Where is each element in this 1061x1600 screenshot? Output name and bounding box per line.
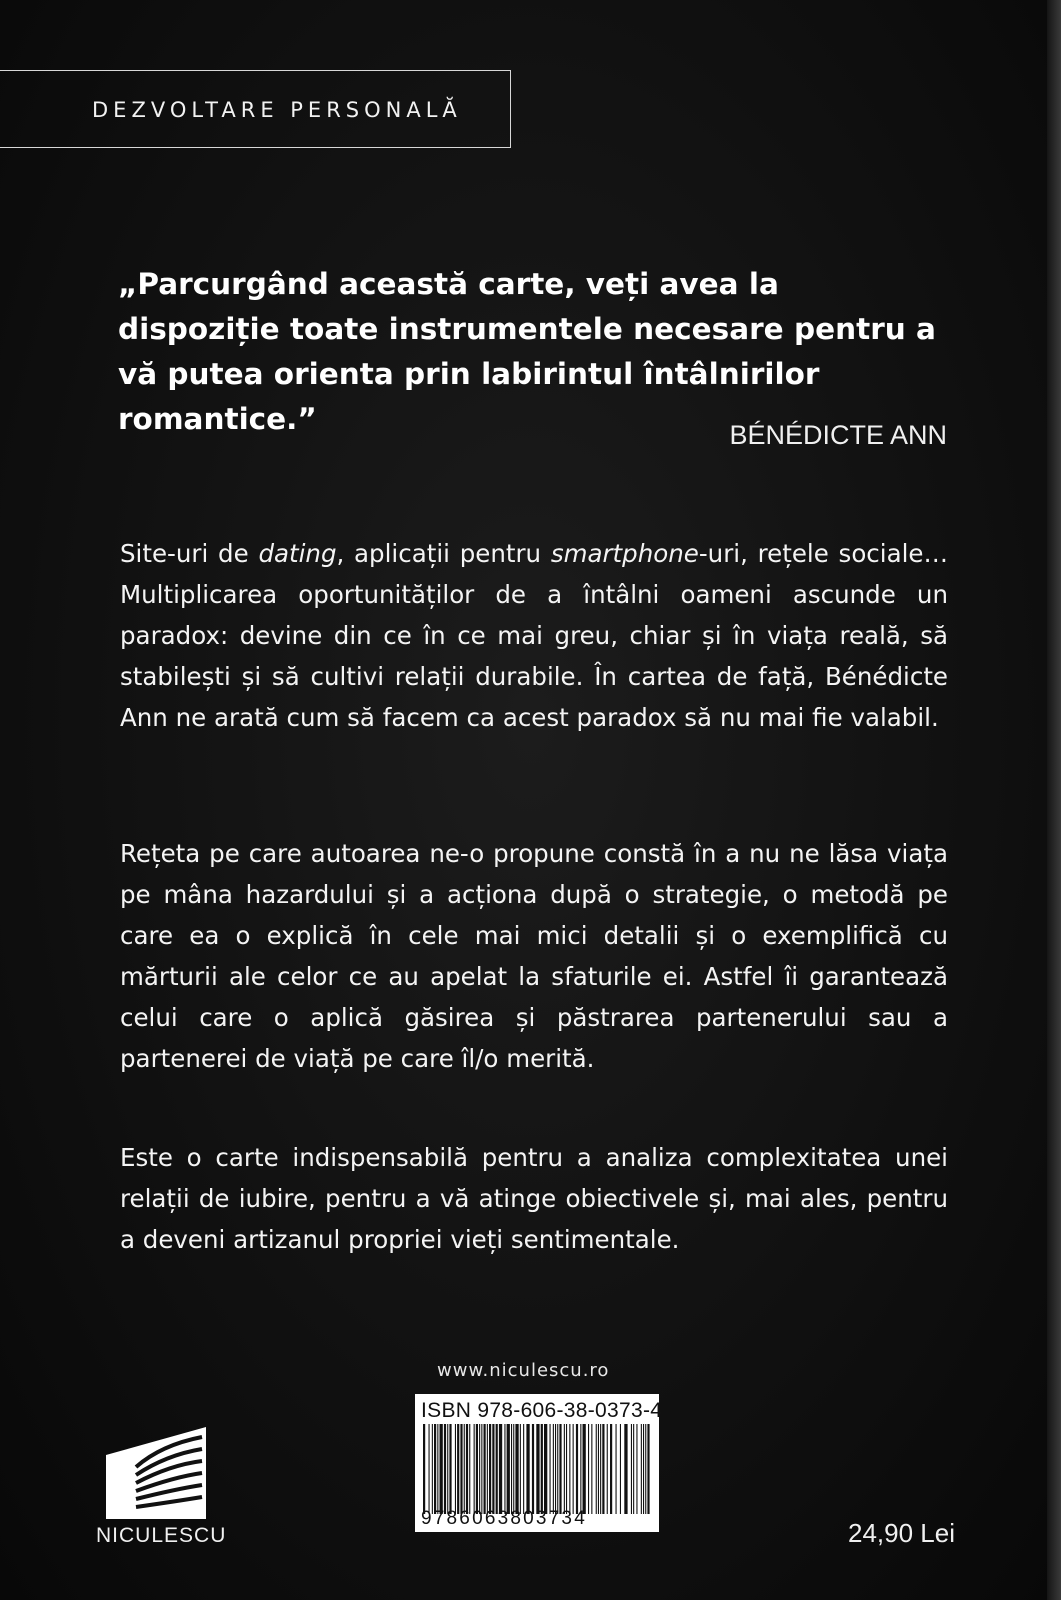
barcode-bar: [641, 1424, 642, 1514]
barcode-bar: [449, 1424, 451, 1514]
barcode-bar: [532, 1424, 534, 1514]
barcode-bar: [466, 1424, 468, 1514]
barcode-label: [415, 1394, 663, 1532]
barcode-bar: [559, 1424, 561, 1514]
barcode-bar: [541, 1424, 543, 1514]
barcode-bar: [476, 1424, 478, 1514]
barcode-bar: [504, 1424, 505, 1514]
barcode-bar: [616, 1424, 617, 1514]
barcode-bar: [523, 1424, 524, 1514]
barcode-bar: [455, 1424, 456, 1514]
barcode-bar: [536, 1424, 539, 1514]
barcode-bar: [507, 1424, 510, 1514]
barcode-bar: [583, 1424, 586, 1514]
category-label: DEZVOLTARE PERSONALĂ: [92, 98, 462, 122]
barcode-bar: [447, 1424, 448, 1514]
barcode-bar: [515, 1424, 518, 1514]
barcode-bar: [643, 1424, 644, 1514]
barcode-bar: [513, 1424, 514, 1514]
quote-author: BÉNÉDICTE ANN: [729, 420, 947, 450]
barcode-bar: [544, 1424, 547, 1514]
pull-quote: „Parcurgând această carte, veți avea la dispoziție toate instrumentele necesare pentru a vă putea orienta prin labirintul întâlnirilor romantice.”: [118, 267, 936, 436]
barcode-bar: [610, 1424, 612, 1514]
barcode-bar: [607, 1424, 608, 1514]
barcode-bars: [421, 1424, 653, 1514]
barcode-bar: [526, 1424, 529, 1514]
barcode-bar: [487, 1424, 488, 1514]
barcode-bar: [580, 1424, 581, 1514]
barcode-bar: [564, 1424, 565, 1514]
barcode-bar: [557, 1424, 558, 1514]
barcode-bar: [496, 1424, 498, 1514]
barcode-bar: [600, 1424, 601, 1514]
publisher-name: NICULESCU: [96, 1524, 227, 1547]
p1-text-3: -uri, rețele sociale… Multiplicarea oportunităților de a întâlni oameni ascunde un paradox: devine din ce în ce mai greu, chiar și în viața reală, să stabilești și să cultivi relații durabile. În cartea de față, Bénédicte Ann ne arată cum să facem ca acest paradox să nu mai fie valabil.: [120, 539, 948, 732]
barcode-bar: [479, 1424, 480, 1514]
barcode-bar: [647, 1424, 649, 1514]
p1-italic-smartphone: smartphone: [550, 539, 699, 568]
barcode-bar: [457, 1424, 459, 1514]
barcode-bar: [636, 1424, 637, 1514]
barcode-bar: [602, 1424, 604, 1514]
barcode-bar: [460, 1424, 462, 1514]
barcode-bar: [484, 1424, 486, 1514]
cover-edge: [1047, 0, 1061, 1600]
price: 24,90 Lei: [848, 1518, 955, 1548]
barcode-bar: [631, 1424, 632, 1514]
isbn-number: ISBN 978-606-38-0373-4: [421, 1399, 663, 1422]
barcode-bar: [624, 1424, 627, 1514]
barcode-bar: [437, 1424, 438, 1514]
barcode-bar: [620, 1424, 621, 1514]
barcode-bar: [464, 1424, 465, 1514]
description-paragraph-1: [120, 533, 948, 738]
description-paragraph-3: Este o carte indispensabilă pentru a analiza complexitatea unei relații de iubire, pentru a vă atinge obiectivele și, mai ales, pentru a deveni artizanul propriei vieți sentimentale.: [120, 1143, 948, 1254]
barcode-bar: [588, 1424, 589, 1514]
barcode-bar: [440, 1424, 443, 1514]
barcode-bar: [474, 1424, 475, 1514]
barcode-bar: [566, 1424, 567, 1514]
description-paragraph-2: Rețeta pe care autoarea ne-o propune constă în a nu ne lăsa viața pe mâna hazardului și a acționa după o strategie, o metodă pe care ea o explică în cele mai mici detalii și o exemplifică cu mărturii ale celor ce au apelat la sfaturile ei. Astfel îi garantează celui care o aplică găsirea și păstrarea partenerului sau a partenerei de viață pe care îl/o merită.: [120, 839, 948, 1073]
barcode-bar: [429, 1424, 430, 1514]
barcode-bar: [520, 1424, 521, 1514]
barcode-bar: [553, 1424, 554, 1514]
barcode-bar: [591, 1424, 592, 1514]
barcode-bar: [576, 1424, 578, 1514]
barcode-bar: [499, 1424, 502, 1514]
barcode-digits: 9786063803734: [421, 1508, 587, 1529]
barcode-bar: [573, 1424, 574, 1514]
barcode-bar: [555, 1424, 556, 1514]
p1-italic-dating: dating: [258, 539, 337, 568]
niculescu-logo-icon: [106, 1427, 206, 1519]
barcode-bar: [598, 1424, 599, 1514]
barcode-bar: [469, 1424, 470, 1514]
p1-text-2: , aplicații pentru: [336, 539, 551, 568]
publisher-website: www.niculescu.ro: [437, 1360, 610, 1381]
barcode-bar: [492, 1424, 494, 1514]
p1-text-1: Site-uri de: [120, 539, 259, 568]
barcode-bar: [596, 1424, 597, 1514]
barcode-bar: [432, 1424, 433, 1514]
barcode-bar: [434, 1424, 436, 1514]
barcode-bar: [489, 1424, 491, 1514]
barcode-bar: [633, 1424, 634, 1514]
barcode-bar: [444, 1424, 446, 1514]
barcode-bar: [423, 1424, 425, 1514]
barcode-bar: [481, 1424, 482, 1514]
barcode-bar: [511, 1424, 512, 1514]
barcode-bar: [569, 1424, 570, 1514]
barcode-bar: [550, 1424, 551, 1514]
barcode-bar: [645, 1424, 646, 1514]
